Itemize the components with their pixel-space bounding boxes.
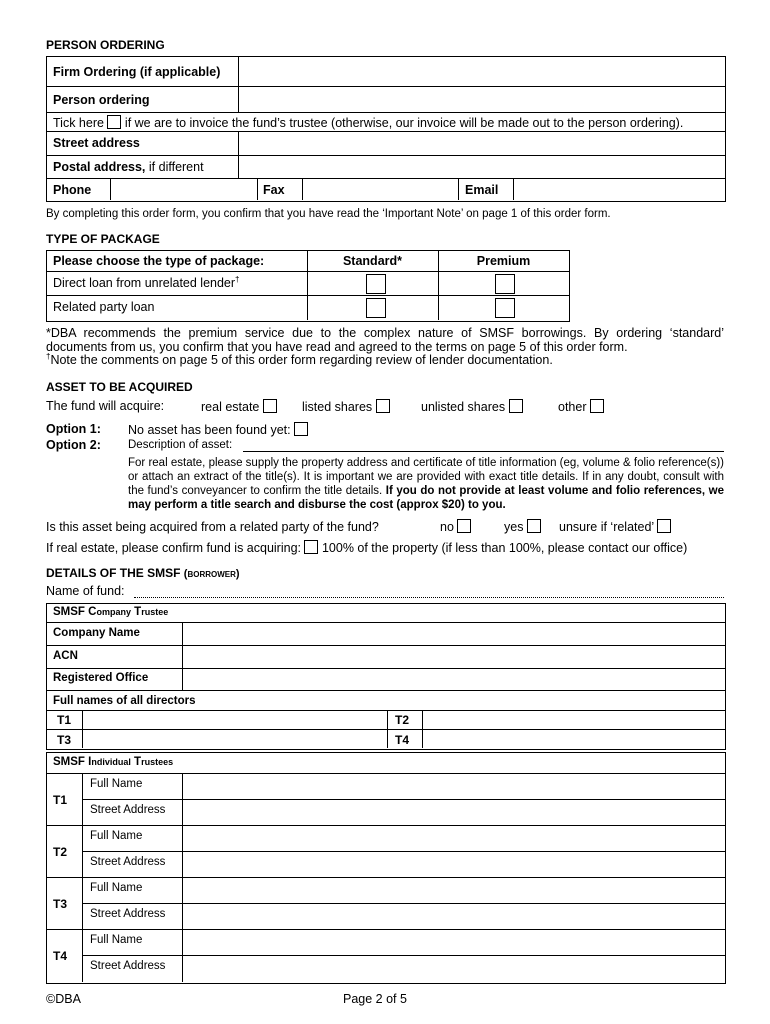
related-loan-premium-checkbox[interactable]	[495, 298, 515, 318]
direct-loan-premium-checkbox[interactable]	[495, 274, 515, 294]
trustee-t2-fullname-field[interactable]	[183, 826, 723, 850]
option-listed-shares: listed shares	[302, 399, 390, 414]
fund-name-label: Name of fund:	[46, 584, 125, 598]
tick-here-suffix: if we are to invoice the fund’s trustee (otherwise, our invoice will be made out to the person ordering).	[124, 116, 684, 130]
premium-column-header: Premium	[476, 254, 531, 268]
option-real-estate: real estate	[201, 399, 277, 414]
related-party-question: Is this asset being acquired from a related party of the fund?	[46, 520, 379, 534]
trustee-t3-address-field[interactable]	[183, 904, 723, 928]
individual-trustees-heading: SMSF Individual Trustees	[53, 756, 174, 768]
real-estate-percent-row: If real estate, please confirm fund is acquiring: 100% of the property (if less than 100%, please contact our office)	[46, 541, 688, 555]
tick-here-label: Tick here	[53, 116, 104, 130]
real-estate-checkbox[interactable]	[263, 399, 277, 413]
email-field[interactable]	[514, 179, 723, 199]
postal-address-field[interactable]	[239, 156, 723, 177]
confirm-text: By completing this order form, you confirm that you have read the ‘Important Note’ on page 1 of this order form.	[46, 208, 611, 220]
trustee-t3-address-label: Street Address	[90, 908, 166, 920]
related-unsure-checkbox[interactable]	[657, 519, 671, 533]
trustee-t1-address-field[interactable]	[183, 800, 723, 824]
asset-description-label: Description of asset:	[128, 439, 233, 451]
trustee-t4-label: T4	[53, 949, 68, 963]
related-yes: yes	[504, 519, 541, 534]
email-label: Email	[465, 183, 499, 197]
footer-copyright: ©DBA	[46, 992, 81, 1006]
director-t2-label: T2	[395, 713, 410, 727]
trustee-t2-address-field[interactable]	[183, 852, 723, 876]
trustee-t3-fullname-label: Full Name	[90, 882, 143, 894]
other-checkbox[interactable]	[590, 399, 604, 413]
director-t4-field[interactable]	[423, 730, 723, 747]
firm-ordering-label: Firm Ordering (if applicable)	[53, 65, 221, 79]
director-t1-field[interactable]	[83, 711, 386, 728]
trustee-t1-label: T1	[53, 793, 68, 807]
fax-label: Fax	[263, 183, 285, 197]
postal-address-label: Postal address, if different	[53, 160, 204, 174]
asset-heading: ASSET TO BE ACQUIRED	[46, 380, 193, 394]
related-yes-checkbox[interactable]	[527, 519, 541, 533]
unlisted-shares-checkbox[interactable]	[509, 399, 523, 413]
trustee-t3-label: T3	[53, 897, 68, 911]
trustee-t1-fullname-label: Full Name	[90, 778, 143, 790]
related-loan-standard-checkbox[interactable]	[366, 298, 386, 318]
smsf-heading: DETAILS OF THE SMSF (borrower)	[46, 566, 240, 580]
package-choose-label: Please choose the type of package:	[53, 254, 265, 268]
trustee-t1-address-label: Street Address	[90, 804, 166, 816]
standard-column-header: Standard*	[342, 254, 403, 268]
trustee-t4-fullname-label: Full Name	[90, 934, 143, 946]
related-no: no	[440, 519, 471, 534]
person-ordering-label: Person ordering	[53, 93, 150, 107]
fax-field[interactable]	[303, 179, 457, 199]
street-address-label: Street address	[53, 136, 140, 150]
director-t1-label: T1	[57, 713, 72, 727]
listed-shares-checkbox[interactable]	[376, 399, 390, 413]
direct-loan-label: Direct loan from unrelated lender†	[53, 275, 240, 291]
trustee-t4-address-field[interactable]	[183, 956, 723, 981]
phone-label: Phone	[53, 183, 92, 197]
director-t4-label: T4	[395, 733, 410, 747]
person-ordering-heading: PERSON ORDERING	[46, 38, 165, 52]
invoice-trustee-checkbox[interactable]	[107, 115, 121, 129]
full-property-checkbox[interactable]	[304, 540, 318, 554]
trustee-t2-fullname-label: Full Name	[90, 830, 143, 842]
trustee-t3-fullname-field[interactable]	[183, 878, 723, 902]
real-estate-note: For real estate, please supply the property address and certificate of title information (eg, volume & folio reference(s)) or attach an extract of the title(s). It is important we are provided with exact title details. If in any doubt, consult with the fund’s conveyancer to confirm the title details. If you do not provide at least volume and folio references, we may perform a title search and disburse the cost (approx $20) to you.	[128, 457, 724, 511]
trustee-t4-fullname-field[interactable]	[183, 930, 723, 954]
package-heading: TYPE OF PACKAGE	[46, 232, 160, 246]
company-trustee-heading: SMSF Company Trustee	[53, 606, 169, 618]
trustee-t2-address-label: Street Address	[90, 856, 166, 868]
option-other: other	[558, 399, 604, 414]
package-note: *DBA recommends the premium service due to the complex nature of SMSF borrowings. By ordering ‘standard’ documents from us, you confirm that you have read and agreed to the terms on page 5 of this order form.	[46, 326, 724, 354]
firm-ordering-field[interactable]	[239, 57, 723, 85]
director-t3-label: T3	[57, 733, 72, 747]
footer-page-number: Page 2 of 5	[343, 992, 407, 1006]
trustee-t1-fullname-field[interactable]	[183, 774, 723, 798]
no-asset-found: No asset has been found yet:	[128, 422, 308, 437]
option2-label: Option 2:	[46, 438, 101, 452]
director-t3-field[interactable]	[83, 730, 386, 747]
registered-office-field[interactable]	[183, 669, 723, 689]
directors-label: Full names of all directors	[53, 695, 196, 707]
fund-acquire-label: The fund will acquire:	[46, 399, 165, 413]
related-no-checkbox[interactable]	[457, 519, 471, 533]
option1-label: Option 1:	[46, 422, 101, 436]
registered-office-label: Registered Office	[53, 672, 149, 684]
acn-field[interactable]	[183, 646, 723, 667]
fund-name-field[interactable]	[134, 584, 724, 598]
related-unsure: unsure if ‘related’	[559, 519, 671, 534]
asset-description-field[interactable]	[243, 439, 724, 452]
acn-label: ACN	[53, 650, 78, 662]
company-name-field[interactable]	[183, 623, 723, 644]
option-unlisted-shares: unlisted shares	[421, 399, 523, 414]
phone-field[interactable]	[111, 179, 256, 199]
director-t2-field[interactable]	[423, 711, 723, 728]
trustee-t2-label: T2	[53, 845, 68, 859]
lender-note: †Note the comments on page 5 of this order form regarding review of lender documentation.	[46, 352, 553, 368]
company-name-label: Company Name	[53, 627, 140, 639]
direct-loan-standard-checkbox[interactable]	[366, 274, 386, 294]
trustee-t4-address-label: Street Address	[90, 960, 166, 972]
invoice-trustee-row	[53, 115, 683, 130]
person-ordering-field[interactable]	[239, 87, 723, 111]
no-asset-checkbox[interactable]	[294, 422, 308, 436]
related-party-loan-label: Related party loan	[53, 300, 155, 314]
street-address-field[interactable]	[239, 132, 723, 154]
